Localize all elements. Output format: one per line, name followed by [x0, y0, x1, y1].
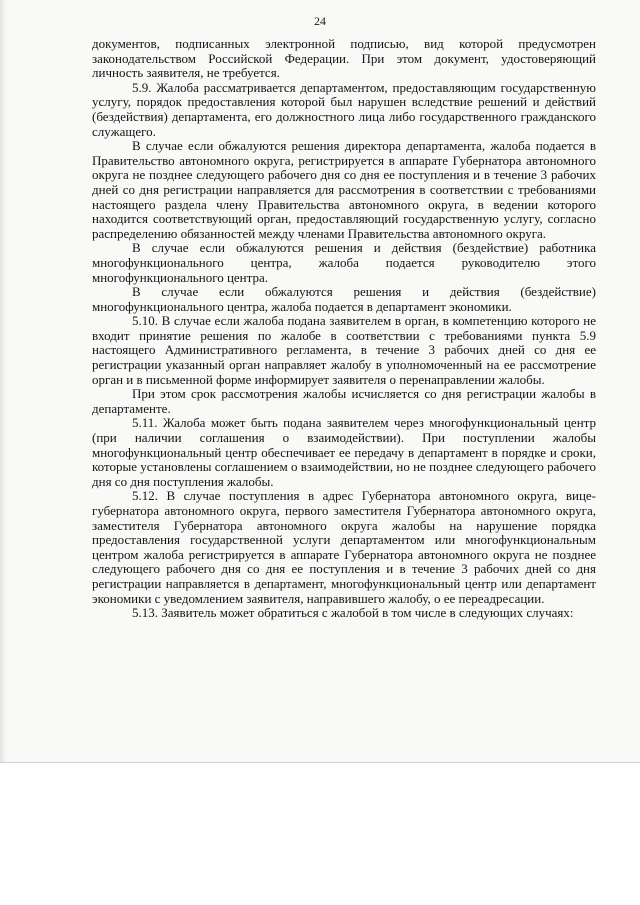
paragraph-5-9: 5.9. Жалоба рассматривается департаментом, предоставляющим государственную услугу, порядок предоставления которой был нарушен вследствие решений и действий (бездействия) департамента, его должностного лица либо государственного гражданского служащего.	[92, 79, 596, 139]
paragraph-mfc-appeal: В случае если обжалуются решения и действия (бездействие) многофункционального центра, жалоба подается в департамент экономики.	[92, 284, 596, 314]
document-body	[92, 37, 596, 621]
paragraph-director-appeal: В случае если обжалуются решения директора департамента, жалоба подается в Правительство автономного округа, регистрируется в аппарате Губернатора автономного округа не позднее следующего рабочего дня со дня ее поступления и в течение 3 рабочих дней со дня регистрации направляется для рассмотрения в соответствии с требованиями настоящего раздела члену Правительства автономного округа, в ведении которого находится соответствующий орган, предоставляющий государственную услугу, согласно распределению обязанностей между членами Правительства автономного округа.	[92, 138, 596, 241]
paragraph-mfc-employee-appeal: В случае если обжалуются решения и действия (бездействие) работника многофункционального центра, жалоба подается руководителю этого многофункционального центра.	[92, 240, 596, 285]
paragraph-continuation: документов, подписанных электронной подписью, вид которой предусмотрен законодательством Российской Федерации. При этом документ, удостоверяющий личность заявителя, не требуется.	[92, 36, 596, 81]
paragraph-5-12: 5.12. В случае поступления в адрес Губернатора автономного округа, вице-губернатора автономного округа, первого заместителя Губернатора автономного округа, заместителя Губернатора автономного округа жалобы на нарушение порядка предоставления государственной услуги департаментом или многофункциональным центром жалоба регистрируется в аппарате Губернатора автономного округа не позднее следующего рабочего дня со дня ее поступления и в течение 3 рабочих дней со дня регистрации направляется в департамент, многофункциональный центр или департамент экономики с уведомлением заявителя, направившего жалобу, о ее переадресации.	[92, 488, 596, 606]
paragraph-5-13: 5.13. Заявитель может обратиться с жалобой в том числе в следующих случаях:	[132, 605, 574, 621]
paragraph-review-term: При этом срок рассмотрения жалобы исчисляется со дня регистрации жалобы в департаменте.	[92, 386, 596, 416]
paragraph-5-11: 5.11. Жалоба может быть подана заявителем через многофункциональный центр (при наличии соглашения о взаимодействии). При поступлении жалобы многофункциональный центр обеспечивает ее передачу в департамент в порядке и сроки, которые установлены соглашением о взаимодействии, но не позднее следующего рабочего дня со дня поступления жалобы.	[92, 415, 596, 489]
paragraph-5-10: 5.10. В случае если жалоба подана заявителем в орган, в компетенцию которого не входит принятие решения по жалобе в соответствии с требованиями пункта 5.9 настоящего Административного регламента, в течение 3 рабочих дней со дня ее регистрации указанный орган направляет жалобу в уполномоченный на ее рассмотрение орган и в письменной форме информирует заявителя о перенаправлении жалобы.	[92, 313, 596, 387]
page-number: 24	[314, 14, 326, 28]
